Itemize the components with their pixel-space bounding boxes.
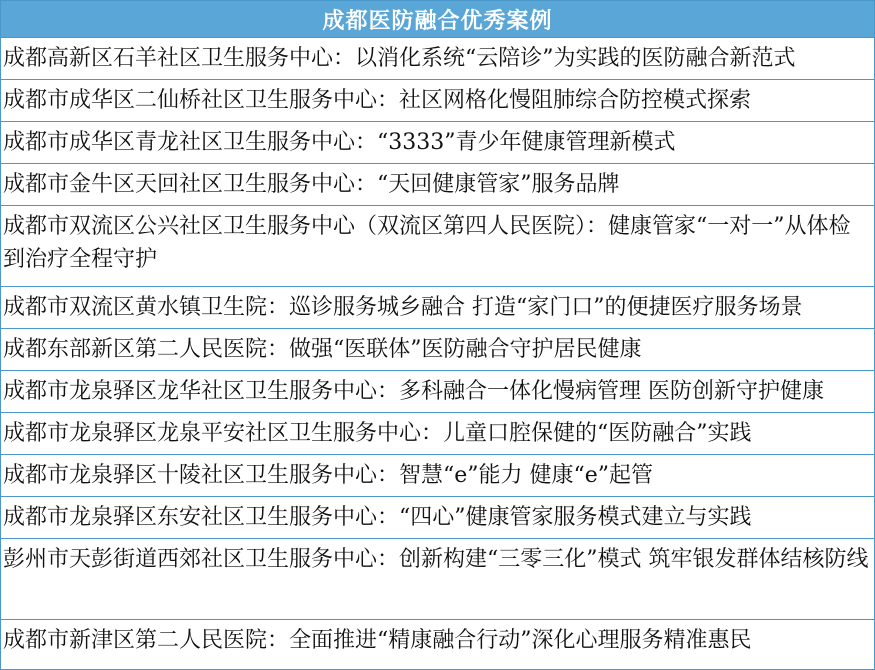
list-item: 成都市双流区公兴社区卫生服务中心（双流区第四人民医院）：健康管家“一对一”从体检到治疗全程守护 xyxy=(1,206,874,287)
list-item: 成都市新津区第二人民医院：全面推进“精康融合行动”深化心理服务精准惠民 xyxy=(3,628,752,653)
list-item: 成都市成华区二仙桥社区卫生服务中心：社区网格化慢阻肺综合防控模式探索 xyxy=(1,80,874,122)
list-item: 成都市成华区青龙社区卫生服务中心：“3333”青少年健康管理新模式 xyxy=(1,122,874,164)
list-item: 成都高新区石羊社区卫生服务中心：以消化系统“云陪诊”为实践的医防融合新范式 xyxy=(1,38,874,80)
list-item: 成都东部新区第二人民医院：做强“医联体”医防融合守护居民健康 xyxy=(1,329,874,371)
list-item: 成都市双流区黄水镇卫生院：巡诊服务城乡融合 打造“家门口”的便捷医疗服务场景 xyxy=(1,287,874,329)
list-item: 成都市金牛区天回社区卫生服务中心：“天回健康管家”服务品牌 xyxy=(1,164,874,206)
list-item: 成都市龙泉驿区东安社区卫生服务中心：“四心”健康管家服务模式建立与实践 xyxy=(1,497,874,539)
list-item: 成都市龙泉驿区十陵社区卫生服务中心：智慧“e”能力 健康“e”起管 xyxy=(1,455,874,497)
list-item: 成都市龙泉驿区龙泉平安社区卫生服务中心：儿童口腔保健的“医防融合”实践 xyxy=(1,413,874,455)
case-list xyxy=(1,38,874,662)
list-item: 成都市龙泉驿区龙华社区卫生服务中心：多科融合一体化慢病管理 医防创新守护健康 xyxy=(1,371,874,413)
list-item: 彭州市天彭街道西郊社区卫生服务中心：创新构建“三零三化”模式 筑牢银发群体结核防线 xyxy=(1,539,874,620)
panel-title: 成都医防融合优秀案例 xyxy=(1,1,874,38)
